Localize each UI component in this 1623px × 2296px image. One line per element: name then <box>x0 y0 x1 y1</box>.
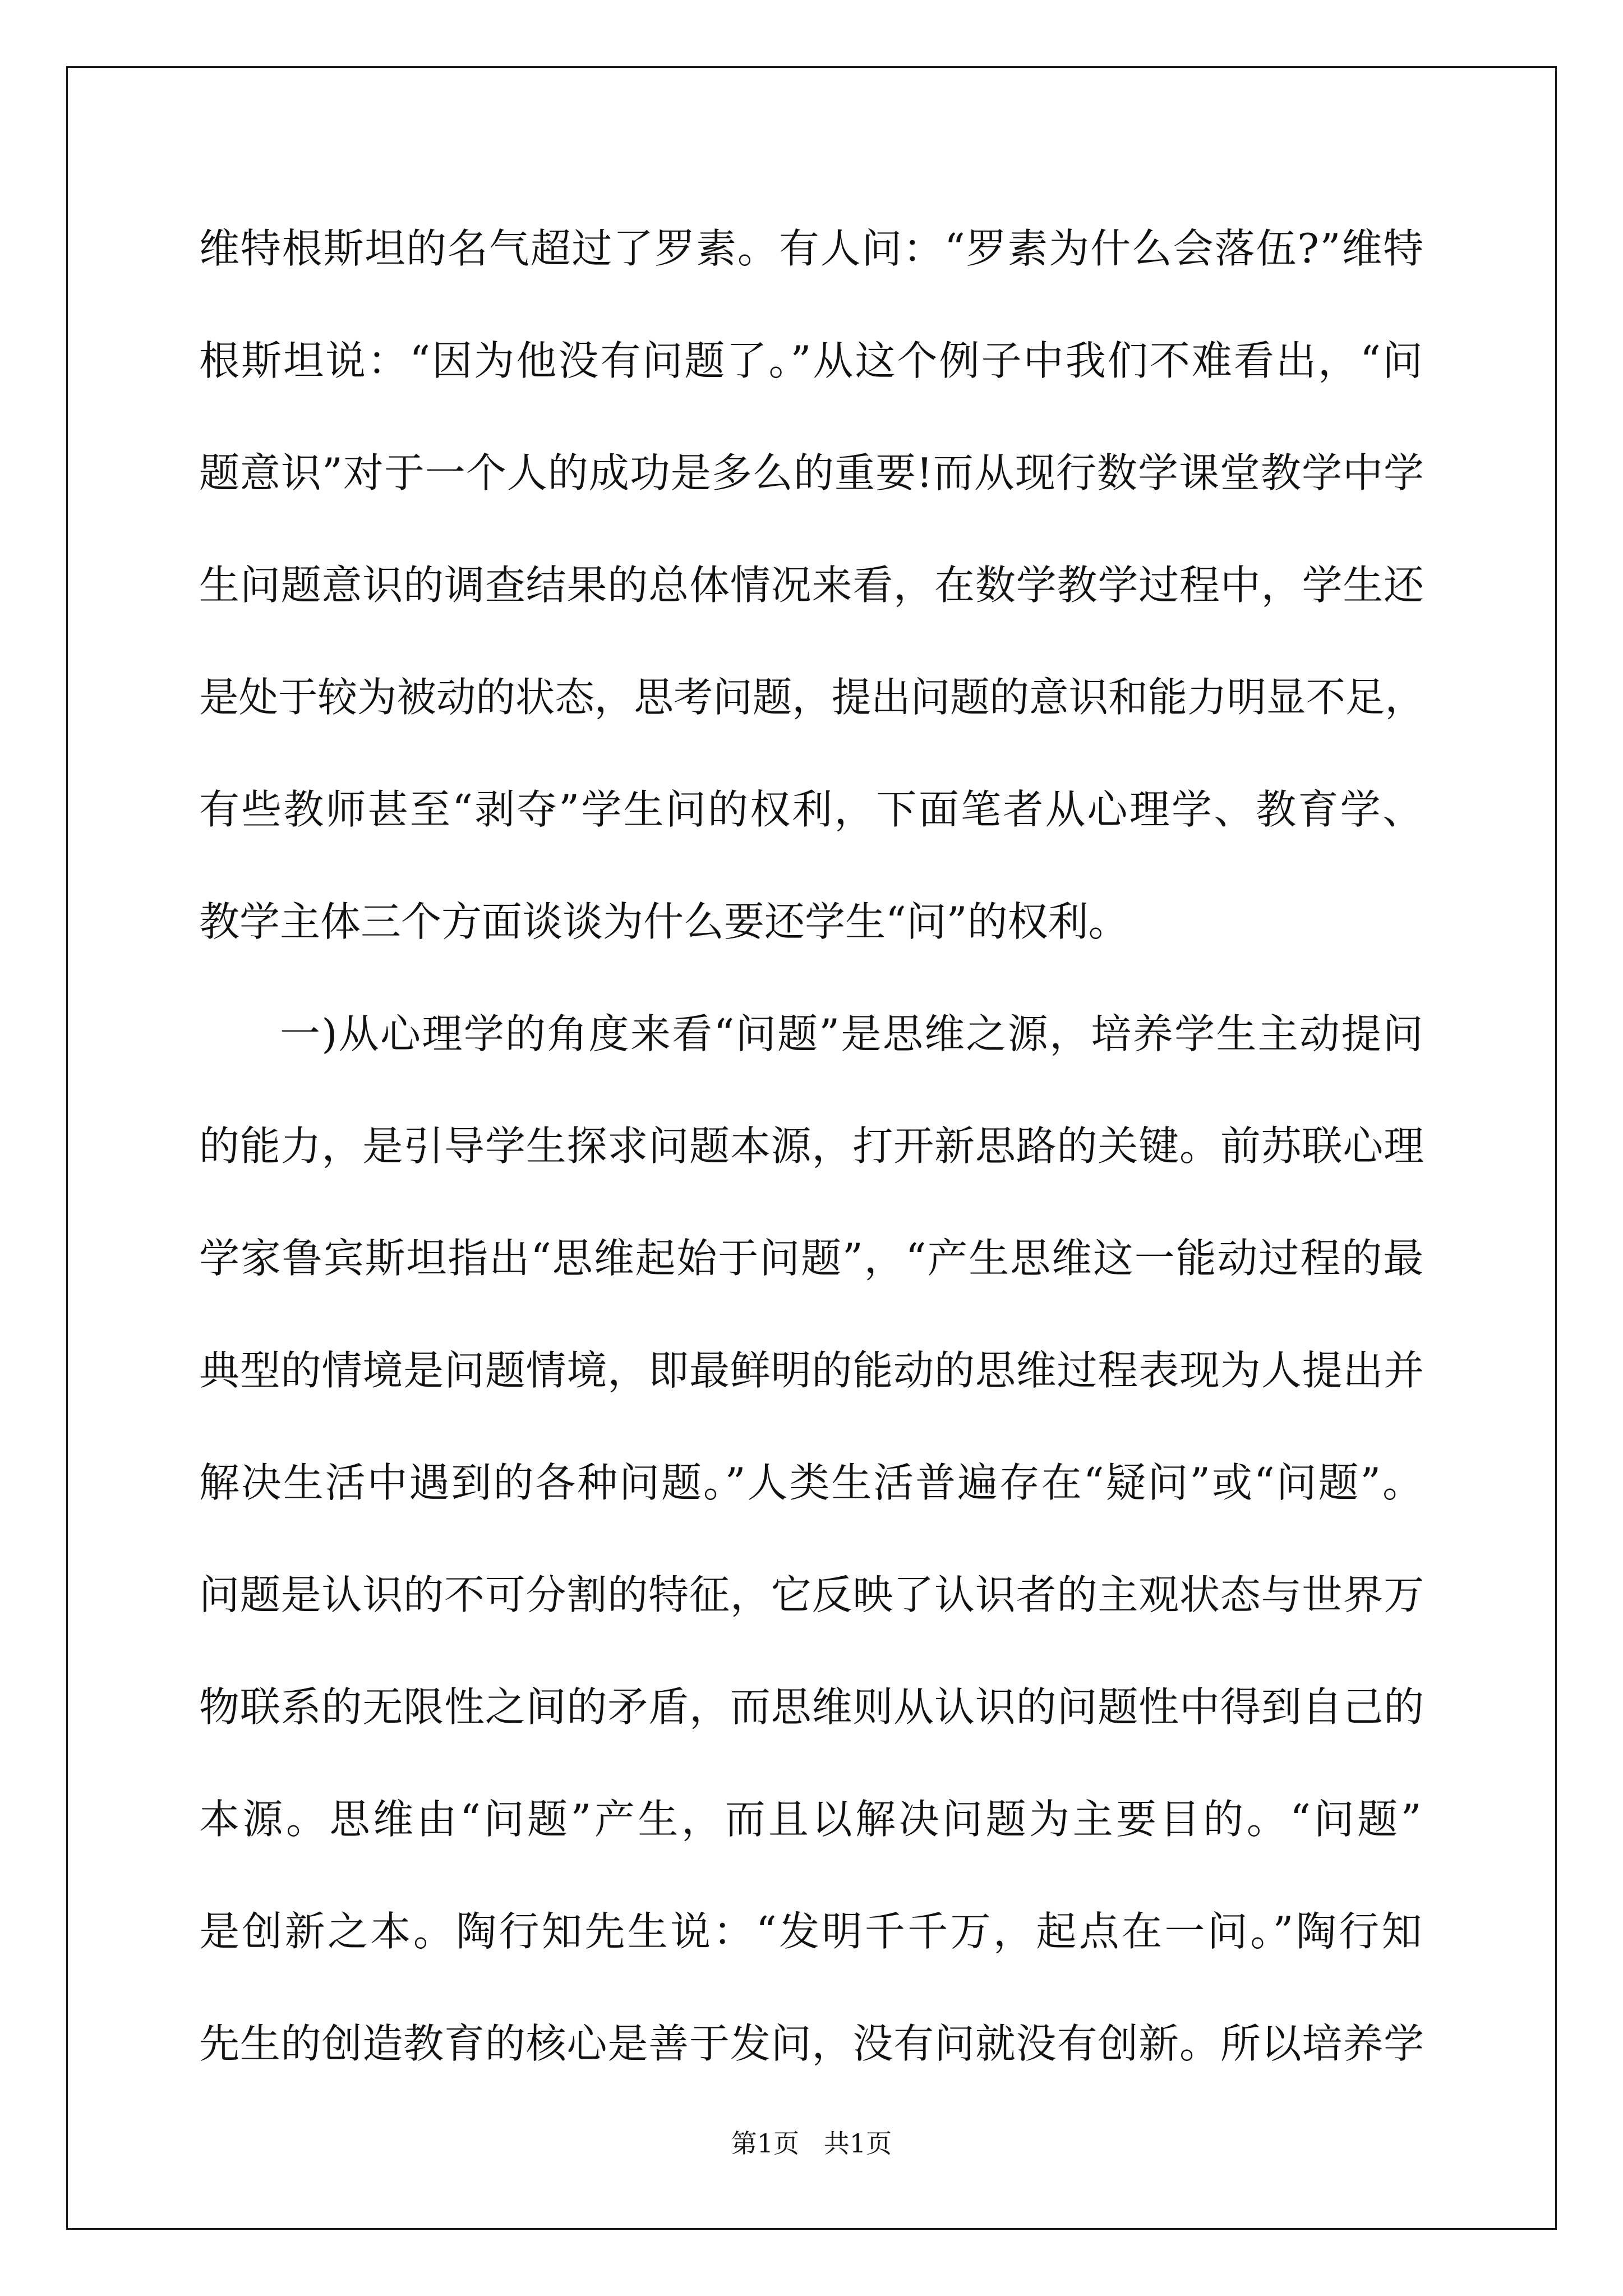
text-line: 物联系的无限性之间的矛盾，而思维则从认识的问题性中得到自己的 <box>199 1683 1424 1731</box>
text-line: 典型的情境是问题情境，即最鲜明的能动的思维过程表现为人提出并 <box>199 1347 1424 1394</box>
text-line: 学家鲁宾斯坦指出“思维起始于问题”，“产生思维这一能动过程的最 <box>199 1235 1424 1282</box>
text-line: 是处于较为被动的状态，思考问题，提出问题的意识和能力明显不足， <box>199 674 1424 721</box>
text-line: 的能力，是引导学生探求问题本源，打开新思路的关键。前苏联心理 <box>199 1122 1424 1170</box>
text-line: 根斯坦说：“因为他没有问题了。”从这个例子中我们不难看出，“问 <box>199 337 1424 384</box>
text-line: 维特根斯坦的名气超过了罗素。有人问：“罗素为什么会落伍?”维特 <box>199 225 1424 272</box>
text-line: 问题是认识的不可分割的特征，它反映了认识者的主观状态与世界万 <box>199 1571 1424 1618</box>
text-line: 有些教师甚至“剥夺”学生问的权利，下面笔者从心理学、教育学、 <box>199 786 1424 833</box>
text-line: 本源。思维由“问题”产生，而且以解决问题为主要目的。“问题” <box>199 1796 1424 1843</box>
text-line: 是创新之本。陶行知先生说：“发明千千万，起点在一问。”陶行知 <box>199 1908 1424 1955</box>
text-line: 先生的创造教育的核心是善于发问，没有问就没有创新。所以培养学 <box>199 2020 1424 2067</box>
text-line: 解决生活中遇到的各种问题。”人类生活普遍存在“疑问”或“问题”。 <box>199 1459 1424 1506</box>
text-line: 教学主体三个方面谈谈为什么要还学生“问”的权利。 <box>199 898 1129 945</box>
text-line: 生问题意识的调查结果的总体情况来看，在数学教学过程中，学生还 <box>199 562 1424 609</box>
page-footer: 第1页 共1页 <box>731 2128 892 2159</box>
paragraph-first-line: 一)从心理学的角度来看“问题”是思维之源，培养学生主动提问 <box>280 1010 1424 1057</box>
text-line: 题意识”对于一个人的成功是多么的重要!而从现行数学课堂教学中学 <box>199 449 1424 496</box>
